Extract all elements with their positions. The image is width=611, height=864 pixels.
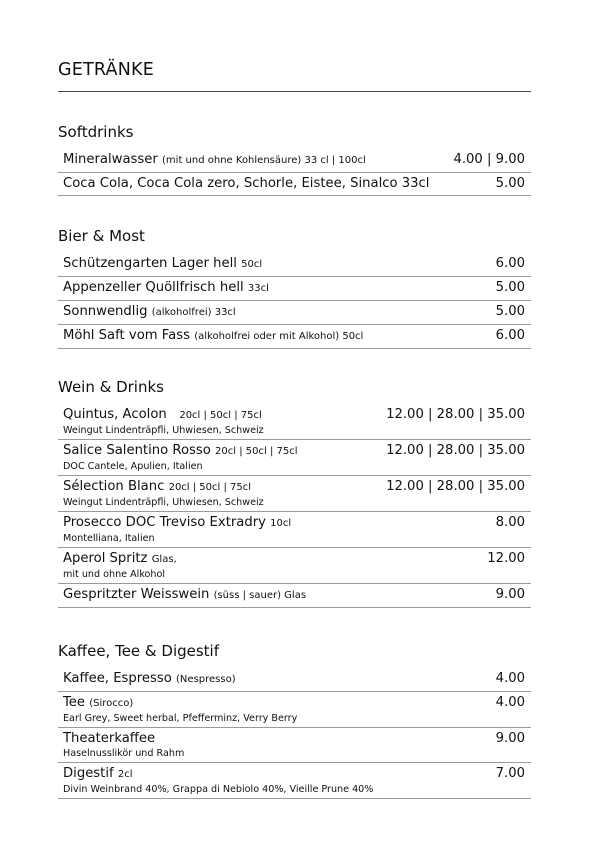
- item-price: 9.00: [495, 587, 525, 602]
- item-name: Coca Cola, Coca Cola zero, Schorle, Eistee, Sinalco 33cl: [63, 176, 430, 191]
- item-name: Tee: [63, 695, 86, 710]
- section-heading: Wein & Drinks: [58, 378, 164, 396]
- menu-item: [58, 301, 531, 325]
- item-note: 20cl | 50cl | 75cl: [168, 482, 252, 493]
- item-price: 8.00: [495, 515, 525, 530]
- item-price: 4.00 | 9.00: [453, 152, 525, 167]
- item-description: Earl Grey, Sweet herbal, Pfefferminz, Verry Berry: [63, 713, 298, 724]
- item-name: Theaterkaffee: [63, 731, 156, 746]
- item-description: Weingut Lindenträpfli, Uhwiesen, Schweiz: [63, 425, 264, 436]
- item-description: mit und ohne Alkohol: [63, 569, 166, 580]
- item-note: (Sirocco): [89, 698, 134, 709]
- item-description: Divin Weinbrand 40%, Grappa di Nebiolo 40%, Vieille Prune 40%: [63, 784, 374, 795]
- item-price: 7.00: [495, 766, 525, 781]
- page-title: GETRÄNKE: [58, 60, 154, 80]
- menu-item: [58, 253, 531, 277]
- item-note: 20cl | 50cl | 75cl: [179, 410, 262, 421]
- item-name: Prosecco DOC Treviso Extradry: [63, 515, 266, 530]
- item-name: Möhl Saft vom Fass: [63, 328, 190, 343]
- item-name: Mineralwasser: [63, 152, 158, 167]
- item-note: (mit und ohne Kohlensäure) 33 cl | 100cl: [162, 155, 366, 166]
- menu-item: [58, 668, 531, 692]
- item-name: Kaffee, Espresso: [63, 671, 172, 686]
- item-price: 4.00: [495, 671, 525, 686]
- item-price: 5.00: [495, 176, 525, 191]
- item-price: 12.00: [487, 551, 525, 566]
- section-softdrinks: [58, 122, 531, 196]
- item-name: Salice Salentino Rosso: [63, 443, 211, 458]
- item-price: 12.00 | 28.00 | 35.00: [386, 407, 525, 422]
- menu-item: [58, 512, 531, 548]
- menu-item: [58, 325, 531, 349]
- item-note: (alkoholfrei oder mit Alkohol) 50cl: [194, 331, 364, 342]
- item-price: 6.00: [495, 328, 525, 343]
- title-divider: [58, 91, 531, 92]
- item-description: Weingut Lindenträpfli, Uhwiesen, Schweiz: [63, 497, 264, 508]
- menu-item: [58, 440, 531, 476]
- item-name: Sélection Blanc: [63, 479, 165, 494]
- item-price: 9.00: [495, 731, 525, 746]
- item-note: (süss | sauer) Glas: [213, 590, 307, 601]
- menu-item: [58, 404, 531, 440]
- item-note: 10cl: [270, 518, 292, 529]
- menu-item: [58, 584, 531, 608]
- item-name: Appenzeller Quöllfrisch hell: [63, 280, 244, 295]
- menu-item: [58, 277, 531, 301]
- section-bier-most: [58, 226, 531, 349]
- item-name: Sonnwendlig: [63, 304, 148, 319]
- section-heading: Kaffee, Tee & Digestif: [58, 642, 220, 660]
- menu-item: [58, 476, 531, 512]
- item-name: Digestif: [63, 766, 114, 781]
- menu-item: [58, 173, 531, 196]
- item-name: Aperol Spritz: [63, 551, 148, 566]
- item-note: Glas,: [151, 554, 177, 565]
- section-wein-drinks: [58, 377, 531, 608]
- item-note: 20cl | 50cl | 75cl: [215, 446, 298, 457]
- item-note: (Nespresso): [176, 674, 236, 685]
- item-price: 6.00: [495, 256, 525, 271]
- item-price: 5.00: [495, 280, 525, 295]
- item-name: Schützengarten Lager hell: [63, 256, 237, 271]
- section-kaffee-tee-digestif: [58, 641, 531, 799]
- section-heading: Softdrinks: [58, 123, 134, 141]
- menu-item: [58, 149, 531, 173]
- item-description: Montelliana, Italien: [63, 533, 155, 544]
- menu-item: [58, 763, 531, 799]
- item-description: Haselnusslikör und Rahm: [63, 748, 185, 759]
- item-price: 4.00: [495, 695, 525, 710]
- item-price: 12.00 | 28.00 | 35.00: [386, 479, 525, 494]
- item-price: 12.00 | 28.00 | 35.00: [386, 443, 525, 458]
- menu-item: [58, 728, 531, 763]
- item-description: DOC Cantele, Apulien, Italien: [63, 461, 203, 472]
- item-note: 50cl: [241, 259, 263, 270]
- section-heading: Bier & Most: [58, 227, 145, 245]
- item-note: (alkoholfrei) 33cl: [151, 307, 236, 318]
- item-note: 33cl: [247, 283, 269, 294]
- menu-item: [58, 548, 531, 584]
- item-note: 2cl: [117, 769, 133, 780]
- item-name: Gespritzter Weisswein: [63, 587, 210, 602]
- item-name: Quintus, Acolon: [63, 407, 167, 422]
- menu-item: [58, 692, 531, 728]
- item-price: 5.00: [495, 304, 525, 319]
